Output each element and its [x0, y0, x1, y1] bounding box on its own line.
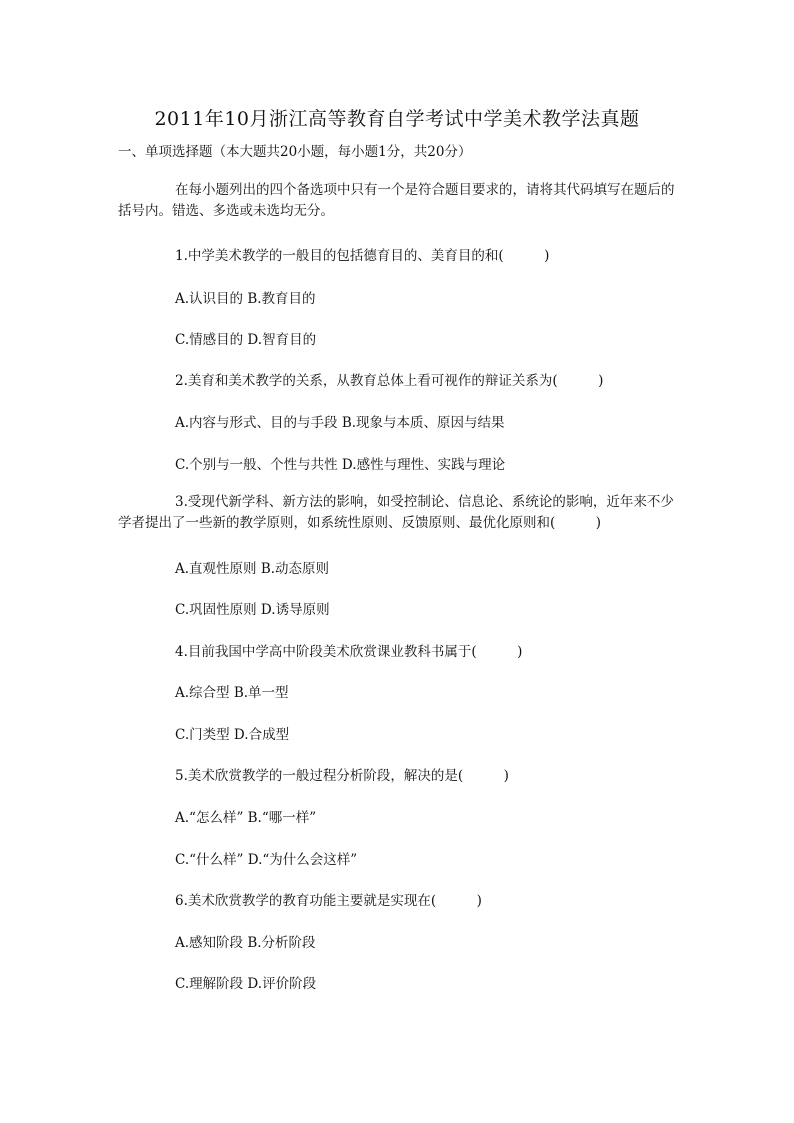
question-6-stem: 6.美术欣赏教学的教育功能主要就是实现在( ) [175, 893, 482, 909]
question-2-stem: 2.美育和美术教学的关系，从教育总体上看可视作的辩证关系为( ) [175, 373, 604, 389]
question-4-stem: 4.目前我国中学高中阶段美术欣赏课业教科书属于( ) [175, 644, 523, 660]
question-5-options-cd: C.“什么样” D.“为什么会这样” [175, 852, 358, 868]
section-heading: 一、单项选择题（本大题共20小题，每小题1分，共20分） [118, 144, 472, 160]
question-1-options-cd: C.情感目的 D.智育目的 [175, 332, 317, 348]
instructions-paragraph: 在每小题列出的四个备选项中只有一个是符合题目要求的，请将其代码填写在题后的括号内。错选、多选或未选均无分。 [118, 182, 675, 219]
question-3-stem: 3.受现代新学科、新方法的影响，如受控制论、信息论、系统论的影响，近年来不少学者提出了一些新的教学原则，如系统性原则、反馈原则、最优化原则和( ) [118, 494, 674, 531]
question-4-options-cd: C.门类型 D.合成型 [175, 727, 290, 743]
question-4-options-ab: A.综合型 B.单一型 [175, 685, 289, 701]
question-1-options-ab: A.认识目的 B.教育目的 [175, 291, 316, 307]
question-5-options-ab: A.“怎么样” B.“哪一样” [175, 810, 317, 826]
question-3-options-ab: A.直观性原则 B.动态原则 [175, 561, 330, 577]
question-6-options-ab: A.感知阶段 B.分析阶段 [175, 935, 316, 951]
question-1-stem: 1.中学美术教学的一般目的包括德育目的、美育目的和( ) [175, 248, 550, 264]
question-3-options-cd: C.巩固性原则 D.诱导原则 [175, 602, 330, 618]
question-6-options-cd: C.理解阶段 D.评价阶段 [175, 976, 317, 992]
question-2-options-ab: A.内容与形式、目的与手段 B.现象与本质、原因与结果 [175, 415, 505, 431]
question-2-options-cd: C.个别与一般、个性与共性 D.感性与理性、实践与理论 [175, 457, 506, 473]
question-5-stem: 5.美术欣赏教学的一般过程分析阶段，解决的是( ) [175, 768, 509, 784]
exam-title: 2011年10月浙江高等教育自学考试中学美术教学法真题 [154, 108, 640, 130]
